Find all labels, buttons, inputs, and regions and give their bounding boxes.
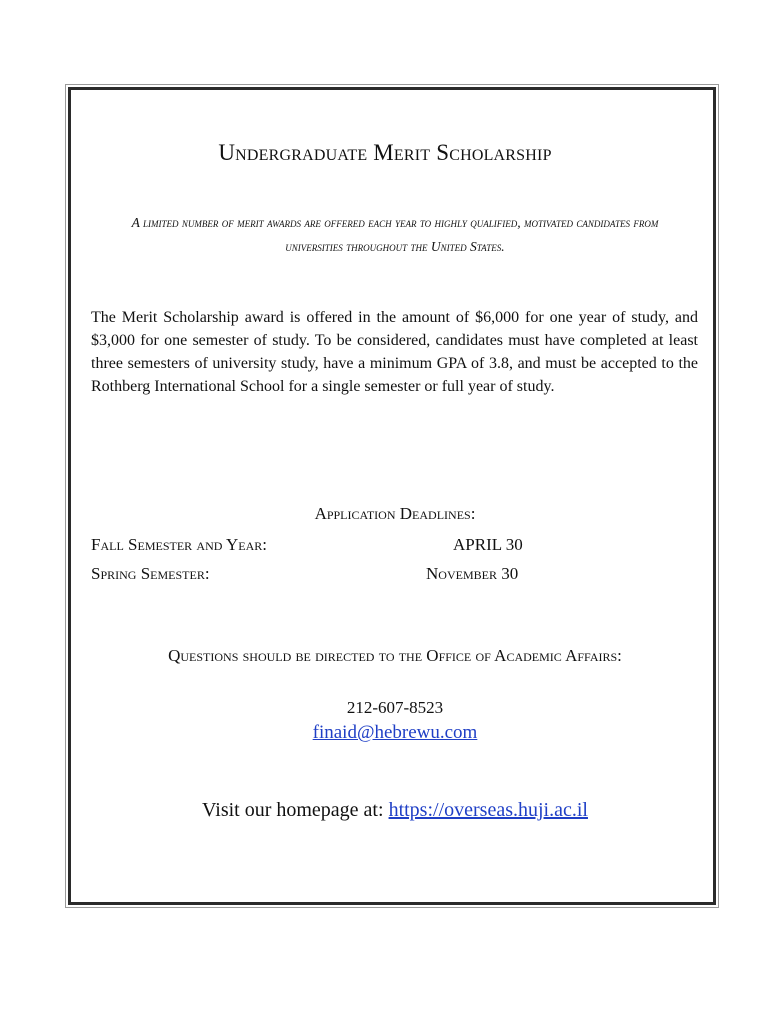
scholarship-description: The Merit Scholarship award is offered in the amount of $6,000 for one year of study, and $3,000 for one semester of study. To be considered, candidates must have completed at least three semesters of university study, have a minimum GPA of 3.8, and must be accepted to the Rothberg International School for a single semester or full year of study. <box>91 309 698 395</box>
homepage-label: Visit our homepage at: <box>202 799 384 821</box>
contact-phone: 212-607-8523 <box>346 698 444 717</box>
homepage-link[interactable]: https://overseas.huji.ac.il <box>388 799 588 821</box>
deadlines-heading: Application Deadlines: <box>314 504 476 523</box>
contact-email <box>0 722 770 744</box>
document-border <box>68 87 716 905</box>
subtitle: A limited number of merit awards are offered each year to highly qualified, motivated candidates from universities throughout the United States. <box>131 215 659 254</box>
email-link[interactable]: finaid@hebrewu.com <box>312 722 478 743</box>
deadline-label: Fall Semester and Year: <box>91 535 268 554</box>
deadline-value: November 30 <box>426 564 519 583</box>
deadline-label: Spring Semester: <box>91 564 210 583</box>
homepage-line <box>0 799 770 822</box>
page-title: Undergraduate Merit Scholarship <box>218 140 552 165</box>
deadline-value: APRIL 30 <box>453 535 523 554</box>
contact-instructions: Questions should be directed to the Office of Academic Affairs: <box>168 646 622 665</box>
